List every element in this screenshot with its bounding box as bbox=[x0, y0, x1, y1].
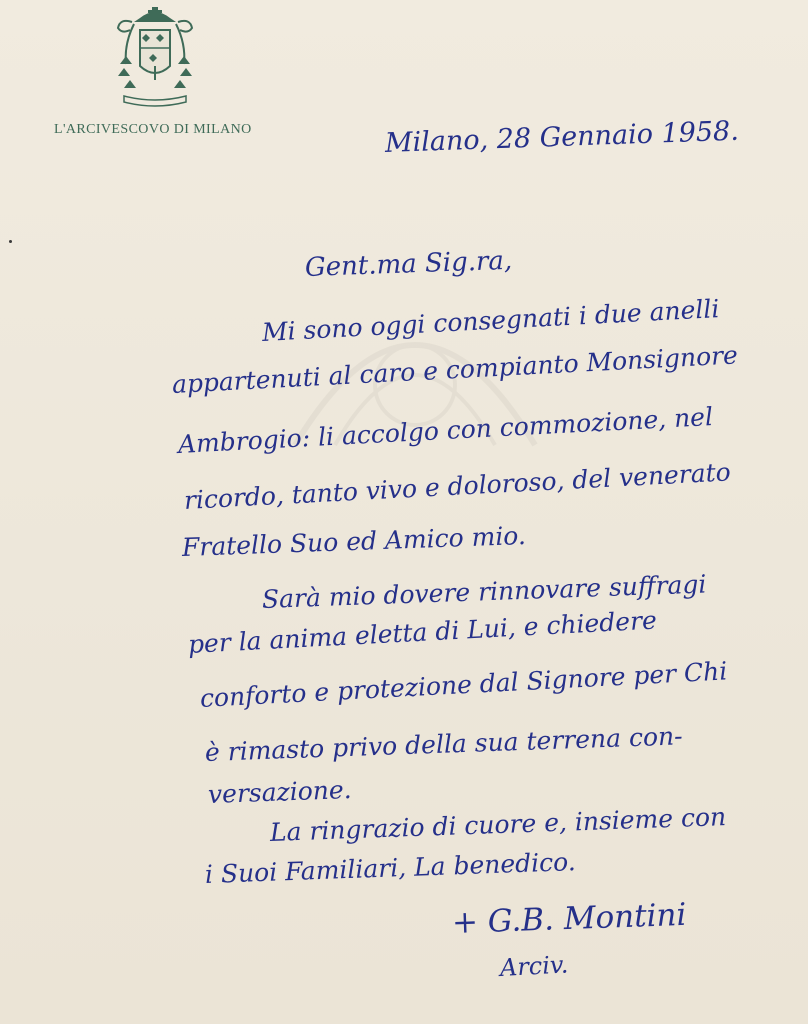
letterhead-title: L'ARCIVESCOVO DI MILANO bbox=[54, 122, 252, 137]
letter-line: appartenuti al caro e compianto Monsignore bbox=[171, 340, 739, 399]
letter-line: La ringrazio di cuore e, insieme con bbox=[269, 802, 727, 847]
letter-line: ricordo, tanto vivo e doloroso, del venerato bbox=[183, 457, 732, 515]
letter-line: Fratello Suo ed Amico mio. bbox=[181, 521, 527, 562]
letter-line: i Suoi Familiari, La benedico. bbox=[204, 847, 577, 889]
signature-title: Arciv. bbox=[499, 950, 569, 982]
salutation: Gent.ma Sig.ra, bbox=[304, 245, 513, 283]
letter-line: per la anima eletta di Lui, e chiedere bbox=[187, 605, 658, 659]
letter-date: Milano, 28 Gennaio 1958. bbox=[384, 115, 740, 159]
letter-line: è rimasto privo della sua terrena con- bbox=[204, 721, 683, 767]
letter-line: conforto e protezione dal Signore per Chi bbox=[199, 656, 728, 713]
letter-line: Mi sono oggi consegnati i due anelli bbox=[261, 294, 721, 347]
archbishop-crest-icon bbox=[110, 4, 200, 108]
letter-line: Ambrogio: li accolgo con commozione, nel bbox=[177, 401, 714, 459]
paper-speck bbox=[9, 240, 12, 243]
letter-line: Sarà mio dovere rinnovare suffragi bbox=[261, 569, 707, 614]
letter-line: versazione. bbox=[207, 774, 353, 809]
signature: + G.B. Montini bbox=[451, 896, 687, 941]
